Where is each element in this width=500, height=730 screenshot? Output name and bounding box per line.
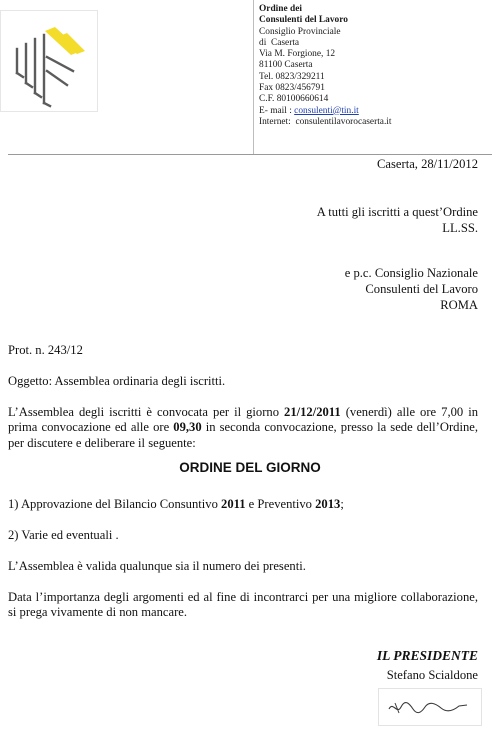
logo	[0, 10, 98, 112]
agenda-item-1	[8, 497, 344, 512]
email-link[interactable]: consulenti@tin.it	[294, 105, 359, 116]
recipient-line2: LL.SS.	[442, 221, 478, 235]
email-label: E- mail :	[259, 105, 295, 116]
agenda-year-preventivo: 2013	[315, 497, 341, 511]
logo-mark-icon	[1, 11, 97, 111]
date-line: Caserta, 28/11/2012	[377, 157, 478, 171]
agenda-item-2: 2) Varie ed eventuali .	[8, 528, 119, 542]
internet-label: Internet:	[259, 116, 296, 127]
fax: Fax 0823/456791	[259, 83, 325, 94]
cc-line3: ROMA	[440, 298, 478, 312]
org-name-line2: Consulenti del Lavoro	[259, 15, 348, 26]
council-line1: Consiglio Provinciale	[259, 26, 341, 37]
agenda-year-consuntivo: 2011	[221, 497, 246, 511]
body-text-c: in seconda convocazione, presso la sede dell’Ordine, per discutere e deliberare il seguente:	[8, 420, 478, 450]
letterhead	[259, 4, 495, 128]
signer-name: Stefano Scialdone	[386, 668, 478, 682]
header-vertical-divider	[253, 0, 254, 155]
cc-line2: Consulenti del Lavoro	[365, 282, 478, 296]
agenda-item-1-mid: e Preventivo	[245, 497, 316, 511]
org-name-line1: Ordine dei	[259, 4, 302, 14]
closing-paragraph: Data l’importanza degli argomenti ed al fine di incontrarci per una migliore collaborazione, si prega vivamente di non mancare.	[8, 590, 478, 620]
body-paragraph	[8, 405, 478, 451]
header-horizontal-divider	[8, 154, 492, 155]
telephone: Tel. 0823/329211	[259, 71, 325, 82]
subject-line: Oggetto: Assemblea ordinaria degli iscritti.	[8, 374, 226, 388]
agenda-title: ORDINE DEL GIORNO	[179, 460, 321, 475]
city: 81100 Caserta	[259, 60, 313, 71]
address: Via M. Forgione, 12	[259, 49, 336, 60]
body-text-a: L’Assemblea degli iscritti è convocata per il giorno	[8, 405, 285, 419]
president-title: IL PRESIDENTE	[376, 648, 478, 663]
protocol-number: Prot. n. 243/12	[8, 343, 83, 357]
recipient-line1: A tutti gli iscritti a quest’Ordine	[316, 205, 478, 219]
website: consulentilavorocaserta.it	[295, 116, 392, 127]
fiscal-code: C.F. 80100660614	[259, 94, 329, 105]
cc-line1: e p.c. Consiglio Nazionale	[344, 266, 478, 280]
meeting-date: 21/12/2011	[284, 405, 341, 419]
meeting-time: 09,30	[173, 420, 202, 435]
handwritten-signature	[378, 688, 482, 726]
agenda-item-1-text: 1) Approvazione del Bilancio Consuntivo	[8, 497, 222, 511]
council-line2: di Caserta	[259, 37, 300, 48]
agenda-item-1-end: ;	[340, 497, 344, 511]
signature-scribble-icon	[379, 689, 481, 725]
body-text-b: (venerdì) alle ore 7,00 in prima convocazione ed alle ore	[8, 405, 478, 435]
validity-note: L’Assemblea è valida qualunque sia il numero dei presenti.	[8, 559, 306, 573]
email-row	[259, 106, 495, 117]
internet-row	[259, 117, 495, 128]
